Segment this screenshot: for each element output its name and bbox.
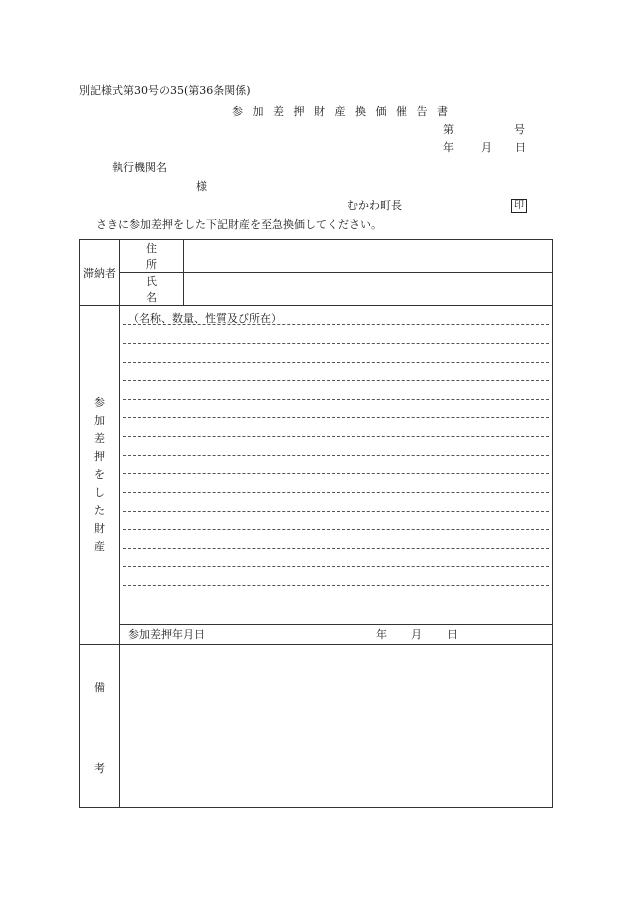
property-label-char: た <box>94 504 105 517</box>
document-title: 参 加 差 押 財 産 換 価 催 告 書 <box>232 105 451 118</box>
dotted-line <box>123 455 549 456</box>
dotted-line <box>123 566 549 567</box>
property-form-table <box>79 239 553 808</box>
date-month: 月 <box>481 141 492 154</box>
dotted-line <box>123 362 549 363</box>
sender-name: むかわ町長 <box>347 199 402 212</box>
seal-mark: 印 <box>511 199 527 213</box>
honorific: 様 <box>196 180 207 193</box>
recipient-label: 執行機関名 <box>112 161 167 174</box>
dotted-line <box>123 529 549 530</box>
date-year: 年 <box>443 141 454 154</box>
dotted-line <box>123 324 549 325</box>
dotted-line <box>123 511 549 512</box>
number-suffix: 号 <box>514 123 525 136</box>
delinquent-label: 滞納者 <box>80 240 120 306</box>
dotted-line <box>123 548 549 549</box>
property-description-field[interactable] <box>120 306 553 625</box>
seizure-date-label: 参加差押年月日 <box>128 628 205 641</box>
dotted-line <box>123 343 549 344</box>
date-day: 日 <box>515 141 526 154</box>
dotted-line <box>123 380 549 381</box>
remarks-field[interactable] <box>120 645 553 808</box>
property-label-char: 産 <box>94 540 105 553</box>
remarks-char-top: 備 <box>94 681 105 694</box>
property-label-char: 押 <box>94 450 105 463</box>
dotted-line <box>123 585 549 586</box>
property-hint: （名称、数量、性質及び所在） <box>128 312 282 325</box>
dotted-line <box>123 399 549 400</box>
property-label <box>80 306 120 645</box>
name-field[interactable] <box>184 273 553 306</box>
seizure-month: 月 <box>411 628 422 641</box>
dotted-line <box>123 492 549 493</box>
property-label-char: を <box>94 468 105 481</box>
property-label-char: 財 <box>94 522 105 535</box>
property-label-char: 差 <box>94 432 105 445</box>
address-label: 住 所 <box>120 240 184 273</box>
property-label-char: 参 <box>94 396 105 409</box>
property-label-char: 加 <box>94 414 105 427</box>
property-label-char: し <box>94 486 105 499</box>
seizure-date-row[interactable] <box>120 625 553 645</box>
body-text: さきに参加差押をした下記財産を至急換価してください。 <box>96 218 382 231</box>
remarks-char-bottom: 考 <box>94 762 105 775</box>
address-field[interactable] <box>184 240 553 273</box>
dotted-line <box>123 436 549 437</box>
seizure-day: 日 <box>447 628 458 641</box>
dotted-line <box>123 417 549 418</box>
seizure-year: 年 <box>376 628 387 641</box>
remarks-label <box>80 645 120 808</box>
name-label: 氏 名 <box>120 273 184 306</box>
form-number: 別記様式第30号の35(第36条関係) <box>79 84 251 97</box>
dotted-line <box>123 473 549 474</box>
number-prefix: 第 <box>443 123 454 136</box>
